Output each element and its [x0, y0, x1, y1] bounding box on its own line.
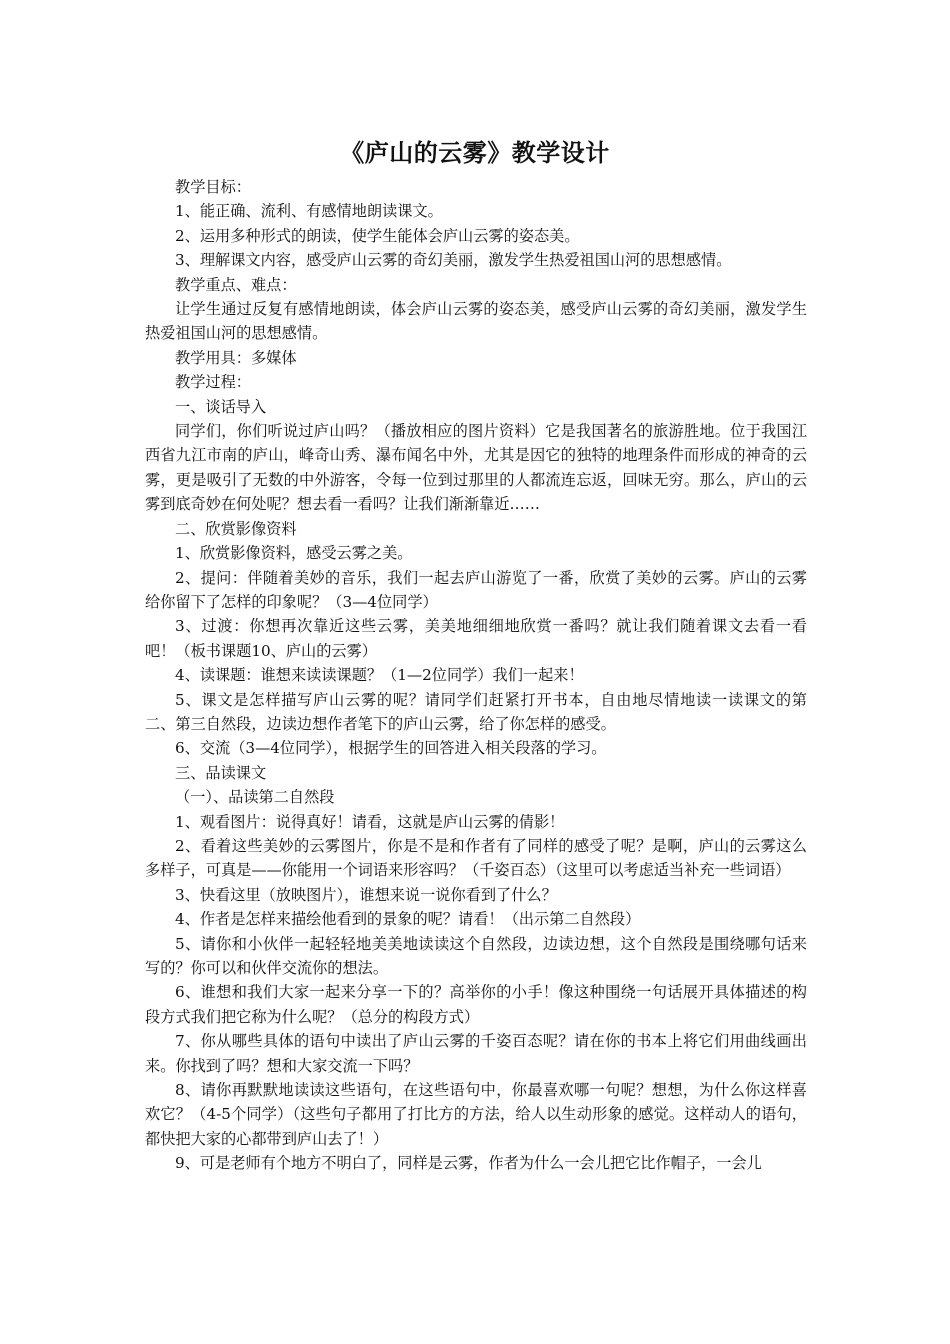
paragraph: 3、快看这里（放映图片），谁想来说一说你看到了什么？	[175, 885, 557, 904]
paragraph: 教学目标：	[175, 178, 251, 196]
paragraph: 5、课文是怎样描写庐山云雾的呢？请同学们赶紧打开书本，自由地尽情地读一读课文的第二、第三自然段，边读边想作者笔下的庐山云雾，给了你怎样的感受。	[145, 690, 807, 733]
paragraph: 教学重点、难点：	[175, 275, 297, 294]
paragraph: 4、作者是怎样来描绘他看到的景象的呢？请看！（出示第二自然段）	[175, 910, 641, 929]
paragraph: 同学们，你们听说过庐山吗？（播放相应的图片资料）它是我国著名的旅游胜地。位于我国江西省九江市南的庐山，峰奇山秀、瀑布闻名中外，尤其是因它的独特的地理条件而形成的神奇的云雾，更是吸引了无数的中外游客，令每一位到过那里的人都流连忘返，回味无穷。那么，庐山的云雾到底奇妙在何处呢？想去看一看吗？让我们渐渐靠近……	[145, 422, 807, 514]
section-heading: 二、欣赏影像资料	[175, 519, 297, 538]
section-heading: 三、品读课文	[175, 763, 267, 782]
paragraph: 2、提问：伴随着美妙的音乐，我们一起去庐山游览了一番，欣赏了美妙的云雾。庐山的云雾给你留下了怎样的印象呢？（3—4位同学）	[145, 568, 807, 611]
paragraph: 8、请你再默默地读读这些语句，在这些语句中，你最喜欢哪一句呢？想想，为什么你这样喜欢它？（4-5个同学）（这些句子都用了打比方的方法，给人以生动形象的感觉。这样动人的语句，都快把大家的心都带到庐山去了！）	[145, 1081, 807, 1148]
paragraph: 3、过渡：你想再次靠近这些云雾，美美地细细地欣赏一番吗？就让我们随着课文去看一看吧！（板书课题10、庐山的云雾）	[145, 617, 807, 660]
paragraph: 6、交流（3—4位同学），根据学生的回答进入相关段落的学习。	[175, 739, 607, 758]
paragraph: 教学用具：多媒体	[175, 348, 297, 367]
section-heading: 一、谈话导入	[175, 397, 267, 416]
paragraph: 3、理解课文内容，感受庐山云雾的奇幻美丽，激发学生热爱祖国山河的思想感情。	[175, 251, 732, 270]
subsection-heading: （一）、品读第二自然段	[175, 788, 335, 807]
paragraph: 6、谁想和我们大家一起来分享一下的？高举你的小手！像这种围绕一句话展开具体描述的构段方式我们把它称为什么呢？（总分的构段方式）	[145, 983, 807, 1026]
paragraph: 教学过程：	[175, 373, 251, 392]
paragraph: 7、你从哪些具体的语句中读出了庐山云雾的千姿百态呢？请在你的书本上将它们用曲线画出来。你找到了吗？想和大家交流一下吗？	[145, 1032, 807, 1075]
paragraph: 4、读课题：谁想来读读课题？（1—2位同学）我们一起来！	[175, 666, 584, 685]
paragraph: 2、运用多种形式的朗读，使学生能体会庐山云雾的姿态美。	[175, 226, 580, 245]
paragraph: 让学生通过反复有感情地朗读，体会庐山云雾的姿态美，感受庐山云雾的奇幻美丽，激发学生热爱祖国山河的思想感情。	[145, 300, 807, 343]
page-title: 《庐山的云雾》教学设计	[340, 139, 610, 167]
paragraph: 1、观看图片：说得真好！请看，这就是庐山云雾的倩影！	[175, 812, 565, 831]
document-body	[145, 175, 807, 1176]
paragraph: 1、欣赏影像资料，感受云雾之美。	[175, 544, 413, 563]
paragraph: 1、能正确、流利、有感情地朗读课文。	[175, 202, 443, 221]
paragraph: 5、请你和小伙伴一起轻轻地美美地读读这个自然段，边读边想，这个自然段是围绕哪句话来写的？你可以和伙伴交流你的想法。	[145, 934, 807, 977]
paragraph: 9、可是老师有个地方不明白了，同样是云雾，作者为什么一会儿把它比作帽子，一会儿	[175, 1154, 762, 1173]
paragraph: 2、看着这些美妙的云雾图片，你是不是和作者有了同样的感受了呢？是啊，庐山的云雾这么多样子，可真是——你能用一个词语来形容吗？（千姿百态）（这里可以考虑适当补充一些词语）	[145, 836, 807, 880]
